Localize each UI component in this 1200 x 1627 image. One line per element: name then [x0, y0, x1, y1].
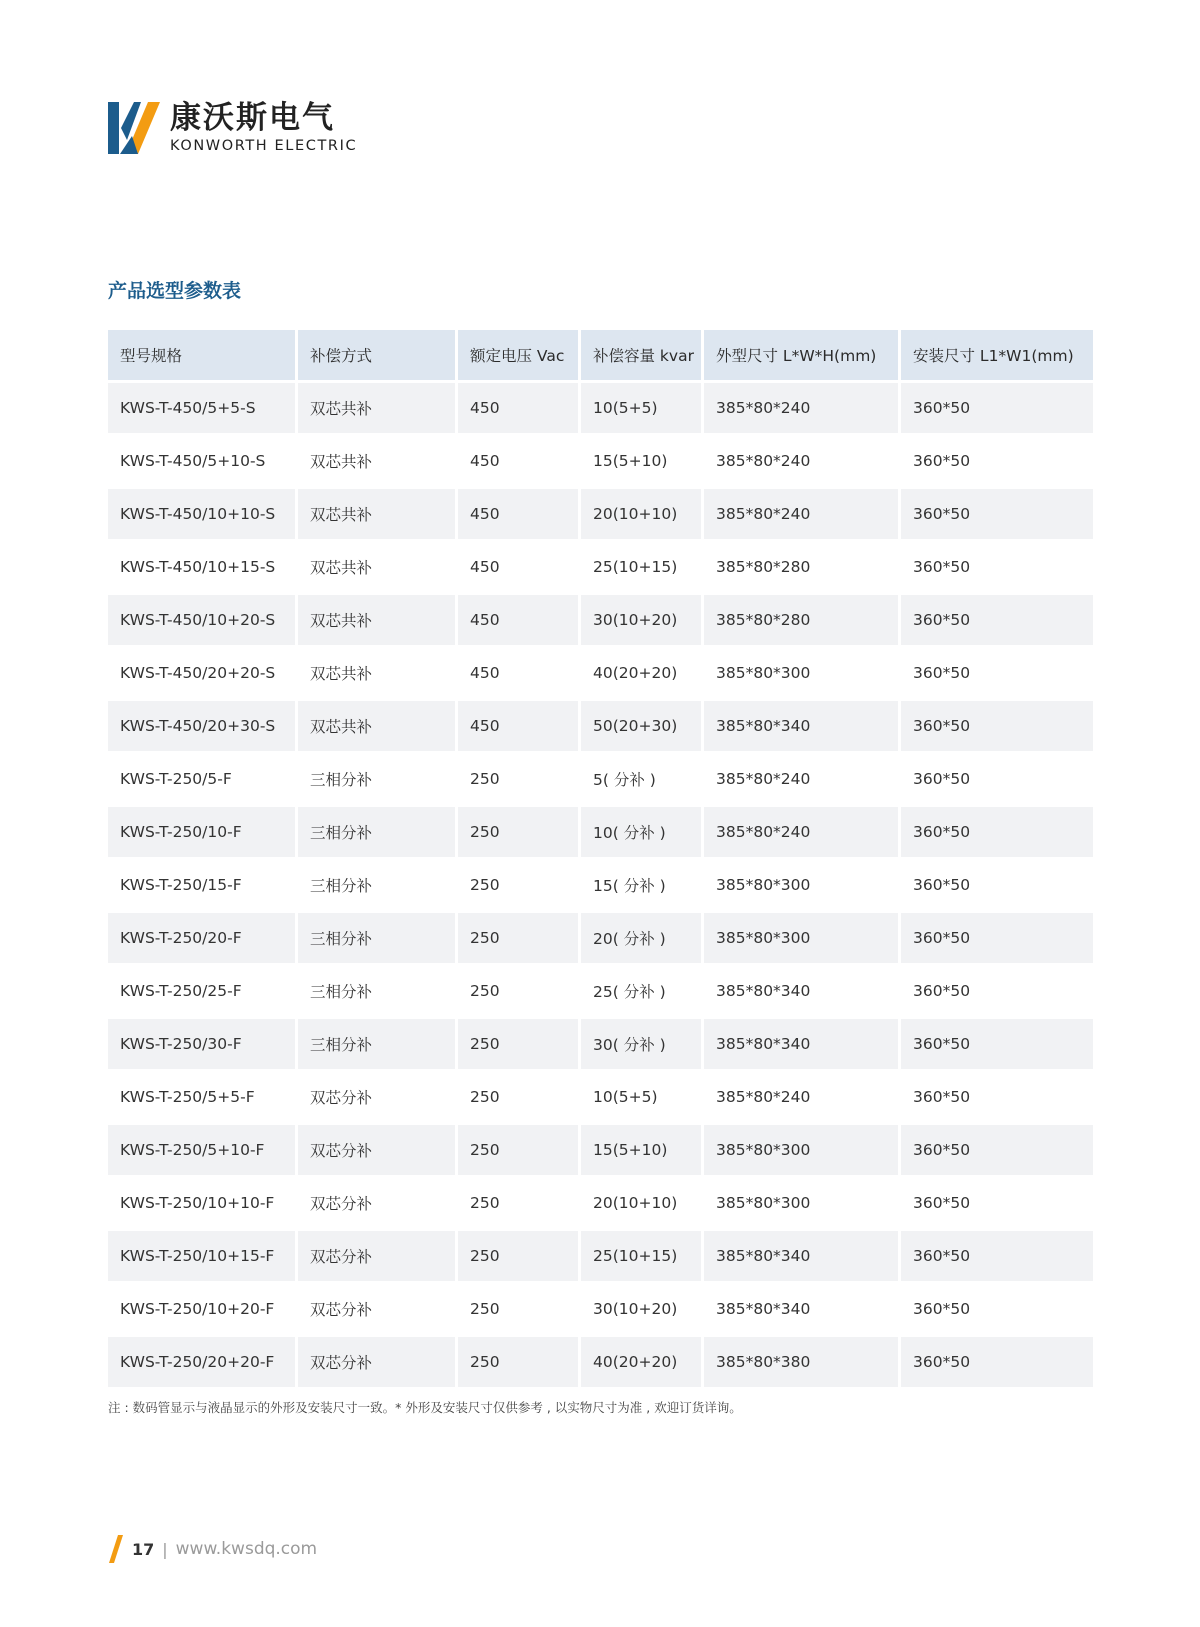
cell-outline-size: 385*80*240 — [704, 1072, 898, 1122]
cell-capacity: 25(10+15) — [581, 542, 701, 592]
cell-model: KWS-T-250/10-F — [108, 807, 295, 857]
cell-capacity: 5( 分补 ) — [581, 754, 701, 804]
cell-capacity: 30( 分补 ) — [581, 1019, 701, 1069]
cell-rated-voltage: 250 — [458, 1072, 578, 1122]
website-link[interactable]: www.kwsdq.com — [175, 1539, 318, 1559]
cell-model: KWS-T-250/30-F — [108, 1019, 295, 1069]
cell-mounting-size: 360*50 — [901, 701, 1093, 751]
cell-model: KWS-T-250/10+10-F — [108, 1178, 295, 1228]
table-row — [108, 1125, 1096, 1178]
cell-rated-voltage: 450 — [458, 383, 578, 433]
cell-compensation-mode: 双芯共补 — [298, 701, 455, 751]
cell-capacity: 50(20+30) — [581, 701, 701, 751]
cell-model: KWS-T-450/20+30-S — [108, 701, 295, 751]
cell-rated-voltage: 250 — [458, 860, 578, 910]
cell-rated-voltage: 450 — [458, 595, 578, 645]
cell-model: KWS-T-250/20+20-F — [108, 1337, 295, 1387]
cell-mounting-size: 360*50 — [901, 860, 1093, 910]
table-row — [108, 595, 1096, 648]
cell-model: KWS-T-250/10+15-F — [108, 1231, 295, 1281]
table-row — [108, 754, 1096, 807]
cell-capacity: 40(20+20) — [581, 1337, 701, 1387]
table-row — [108, 807, 1096, 860]
cell-capacity: 10( 分补 ) — [581, 807, 701, 857]
cell-outline-size: 385*80*340 — [704, 966, 898, 1016]
cell-outline-size: 385*80*300 — [704, 648, 898, 698]
brand-logo — [108, 100, 357, 158]
cell-capacity: 20(10+10) — [581, 489, 701, 539]
page-number: 17 — [132, 1539, 155, 1559]
header-mounting-size: 安装尺寸 L1*W1(mm) — [901, 330, 1093, 380]
cell-compensation-mode: 双芯分补 — [298, 1337, 455, 1387]
cell-capacity: 20( 分补 ) — [581, 913, 701, 963]
cell-capacity: 40(20+20) — [581, 648, 701, 698]
cell-compensation-mode: 双芯共补 — [298, 595, 455, 645]
brand-text — [170, 100, 357, 155]
table-row — [108, 383, 1096, 436]
cell-capacity: 15(5+10) — [581, 436, 701, 486]
cell-rated-voltage: 250 — [458, 1231, 578, 1281]
page-footer — [108, 1535, 317, 1563]
table-row — [108, 1072, 1096, 1125]
orange-slash-icon — [108, 1535, 124, 1563]
cell-outline-size: 385*80*340 — [704, 1231, 898, 1281]
cell-rated-voltage: 450 — [458, 648, 578, 698]
cell-capacity: 15(5+10) — [581, 1125, 701, 1175]
cell-rated-voltage: 450 — [458, 436, 578, 486]
cell-outline-size: 385*80*340 — [704, 701, 898, 751]
cell-outline-size: 385*80*340 — [704, 1019, 898, 1069]
cell-mounting-size: 360*50 — [901, 807, 1093, 857]
cell-compensation-mode: 三相分补 — [298, 754, 455, 804]
cell-model: KWS-T-250/10+20-F — [108, 1284, 295, 1334]
header-model: 型号规格 — [108, 330, 295, 380]
cell-mounting-size: 360*50 — [901, 542, 1093, 592]
table-row — [108, 436, 1096, 489]
cell-mounting-size: 360*50 — [901, 913, 1093, 963]
table-body — [108, 383, 1096, 1390]
table-row — [108, 1284, 1096, 1337]
header-compensation-mode: 补偿方式 — [298, 330, 455, 380]
cell-rated-voltage: 250 — [458, 1284, 578, 1334]
cell-rated-voltage: 250 — [458, 754, 578, 804]
table-row — [108, 1337, 1096, 1390]
cell-rated-voltage: 450 — [458, 489, 578, 539]
cell-outline-size: 385*80*240 — [704, 436, 898, 486]
cell-model: KWS-T-450/5+5-S — [108, 383, 295, 433]
cell-model: KWS-T-450/5+10-S — [108, 436, 295, 486]
table-row — [108, 648, 1096, 701]
cell-compensation-mode: 三相分补 — [298, 1019, 455, 1069]
cell-capacity: 15( 分补 ) — [581, 860, 701, 910]
cell-rated-voltage: 250 — [458, 1125, 578, 1175]
cell-capacity: 25(10+15) — [581, 1231, 701, 1281]
cell-model: KWS-T-450/20+20-S — [108, 648, 295, 698]
cell-capacity: 25( 分补 ) — [581, 966, 701, 1016]
table-row — [108, 913, 1096, 966]
cell-outline-size: 385*80*300 — [704, 860, 898, 910]
cell-rated-voltage: 250 — [458, 1178, 578, 1228]
cell-capacity: 10(5+5) — [581, 383, 701, 433]
table-row — [108, 1178, 1096, 1231]
table-header-row — [108, 330, 1096, 383]
cell-mounting-size: 360*50 — [901, 1284, 1093, 1334]
footnote: 注 : 数码管显示与液晶显示的外形及安装尺寸一致。* 外形及安装尺寸仅供参考 , 以实物尺寸为准 , 欢迎订货详询。 — [108, 1400, 742, 1415]
konworth-logo-icon — [108, 100, 160, 156]
cell-outline-size: 385*80*280 — [704, 595, 898, 645]
table-row — [108, 1019, 1096, 1072]
cell-outline-size: 385*80*300 — [704, 1178, 898, 1228]
table-row — [108, 701, 1096, 754]
cell-compensation-mode: 双芯共补 — [298, 489, 455, 539]
cell-mounting-size: 360*50 — [901, 1019, 1093, 1069]
cell-mounting-size: 360*50 — [901, 1337, 1093, 1387]
cell-compensation-mode: 双芯共补 — [298, 436, 455, 486]
section-title: 产品选型参数表 — [108, 280, 242, 302]
cell-capacity: 30(10+20) — [581, 595, 701, 645]
cell-mounting-size: 360*50 — [901, 383, 1093, 433]
cell-outline-size: 385*80*380 — [704, 1337, 898, 1387]
cell-outline-size: 385*80*280 — [704, 542, 898, 592]
cell-rated-voltage: 250 — [458, 1337, 578, 1387]
cell-mounting-size: 360*50 — [901, 1072, 1093, 1122]
cell-compensation-mode: 双芯共补 — [298, 542, 455, 592]
cell-compensation-mode: 三相分补 — [298, 913, 455, 963]
cell-model: KWS-T-450/10+20-S — [108, 595, 295, 645]
table-row — [108, 966, 1096, 1019]
cell-compensation-mode: 双芯共补 — [298, 648, 455, 698]
brand-name-en: KONWORTH ELECTRIC — [170, 138, 358, 154]
cell-rated-voltage: 250 — [458, 913, 578, 963]
cell-model: KWS-T-250/5+5-F — [108, 1072, 295, 1122]
cell-mounting-size: 360*50 — [901, 489, 1093, 539]
cell-capacity: 30(10+20) — [581, 1284, 701, 1334]
cell-model: KWS-T-250/5+10-F — [108, 1125, 295, 1175]
cell-mounting-size: 360*50 — [901, 1231, 1093, 1281]
brand-name-cn: 康沃斯电气 — [170, 100, 335, 136]
cell-outline-size: 385*80*300 — [704, 1125, 898, 1175]
cell-outline-size: 385*80*240 — [704, 754, 898, 804]
cell-model: KWS-T-250/20-F — [108, 913, 295, 963]
header-outline-size: 外型尺寸 L*W*H(mm) — [704, 330, 898, 380]
cell-mounting-size: 360*50 — [901, 648, 1093, 698]
cell-compensation-mode: 双芯共补 — [298, 383, 455, 433]
footer-separator: | — [162, 1539, 168, 1559]
cell-compensation-mode: 双芯分补 — [298, 1284, 455, 1334]
table-row — [108, 542, 1096, 595]
cell-compensation-mode: 双芯分补 — [298, 1231, 455, 1281]
table-row — [108, 1231, 1096, 1284]
cell-model: KWS-T-450/10+10-S — [108, 489, 295, 539]
cell-outline-size: 385*80*240 — [704, 807, 898, 857]
header-capacity: 补偿容量 kvar — [581, 330, 701, 380]
cell-model: KWS-T-250/5-F — [108, 754, 295, 804]
cell-compensation-mode: 双芯分补 — [298, 1125, 455, 1175]
cell-mounting-size: 360*50 — [901, 436, 1093, 486]
cell-compensation-mode: 三相分补 — [298, 966, 455, 1016]
cell-rated-voltage: 250 — [458, 966, 578, 1016]
cell-mounting-size: 360*50 — [901, 966, 1093, 1016]
cell-mounting-size: 360*50 — [901, 1178, 1093, 1228]
cell-compensation-mode: 双芯分补 — [298, 1072, 455, 1122]
cell-outline-size: 385*80*340 — [704, 1284, 898, 1334]
cell-compensation-mode: 双芯分补 — [298, 1178, 455, 1228]
cell-model: KWS-T-250/25-F — [108, 966, 295, 1016]
cell-outline-size: 385*80*240 — [704, 489, 898, 539]
cell-outline-size: 385*80*240 — [704, 383, 898, 433]
cell-rated-voltage: 450 — [458, 701, 578, 751]
cell-outline-size: 385*80*300 — [704, 913, 898, 963]
cell-mounting-size: 360*50 — [901, 1125, 1093, 1175]
table-row — [108, 860, 1096, 913]
spec-table — [108, 330, 1096, 1390]
cell-mounting-size: 360*50 — [901, 754, 1093, 804]
cell-model: KWS-T-450/10+15-S — [108, 542, 295, 592]
header-rated-voltage: 额定电压 Vac — [458, 330, 578, 380]
cell-rated-voltage: 250 — [458, 807, 578, 857]
cell-mounting-size: 360*50 — [901, 595, 1093, 645]
cell-model: KWS-T-250/15-F — [108, 860, 295, 910]
cell-rated-voltage: 450 — [458, 542, 578, 592]
cell-compensation-mode: 三相分补 — [298, 807, 455, 857]
cell-compensation-mode: 三相分补 — [298, 860, 455, 910]
cell-capacity: 20(10+10) — [581, 1178, 701, 1228]
cell-rated-voltage: 250 — [458, 1019, 578, 1069]
cell-capacity: 10(5+5) — [581, 1072, 701, 1122]
table-row — [108, 489, 1096, 542]
